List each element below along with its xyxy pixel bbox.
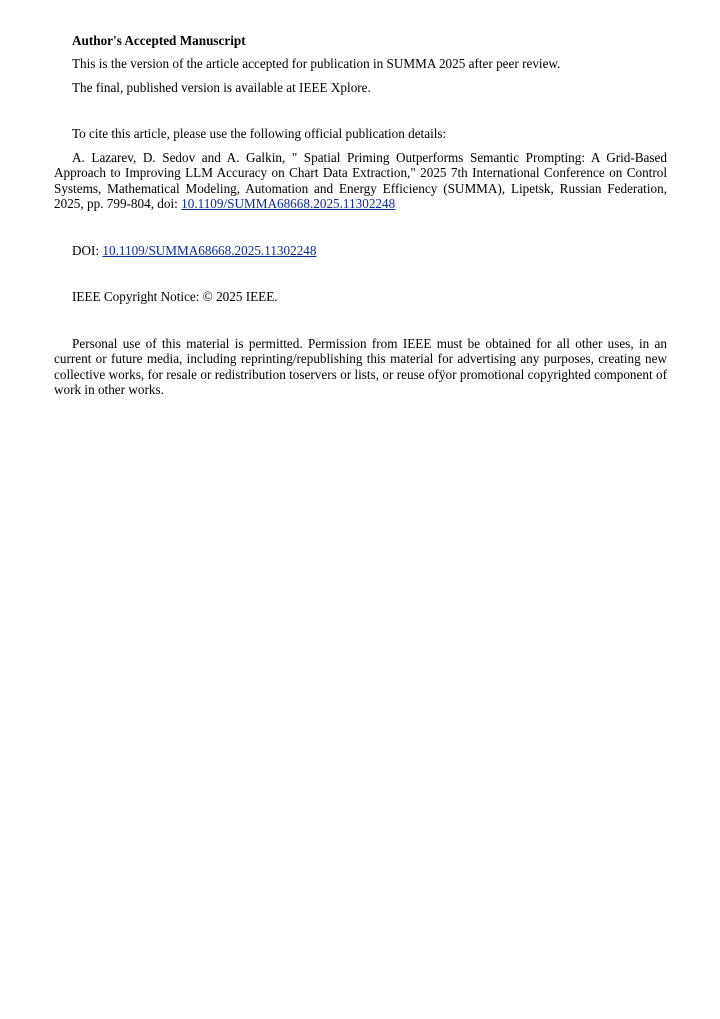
doi-line	[54, 243, 667, 258]
copyright-notice: IEEE Copyright Notice: © 2025 IEEE.	[72, 289, 278, 304]
copyright-permission: Personal use of this material is permitted. Permission from IEEE must be obtained for all other uses, in an current or future media, including reprinting/republishing this material for advertising any purposes, creating new collective works, for resale or redistribution toservers or lists, or reuse ofÿor promotional copyrighted component of work in other works.	[54, 336, 667, 398]
citation-doi-link[interactable]: 10.1109/SUMMA68668.2025.11302248	[181, 196, 396, 212]
citation-paragraph	[54, 150, 667, 212]
doi-link[interactable]: 10.1109/SUMMA68668.2025.11302248	[102, 243, 317, 258]
manuscript-line-1: This is the version of the article accepted for publication in SUMMA 2025 after peer review.	[72, 56, 561, 71]
doi-label: DOI:	[72, 243, 103, 258]
manuscript-heading: Author's Accepted Manuscript	[72, 33, 246, 48]
manuscript-line-2: The final, published version is available at IEEE Xplore.	[72, 80, 371, 95]
citation-intro: To cite this article, please use the following official publication details:	[72, 126, 447, 141]
citation-text: A. Lazarev, D. Sedov and A. Galkin, " Spatial Priming Outperforms Semantic Prompting: A Grid-Based Approach to Improving LLM Accuracy on Chart Data Extraction," 2025 7th International Conference on Control Systems, Mathematical Modeling, Automation and Energy Efficiency (SUMMA), Lipetsk, Russian Federation, 2025, pp. 799-804, doi:	[54, 150, 667, 212]
